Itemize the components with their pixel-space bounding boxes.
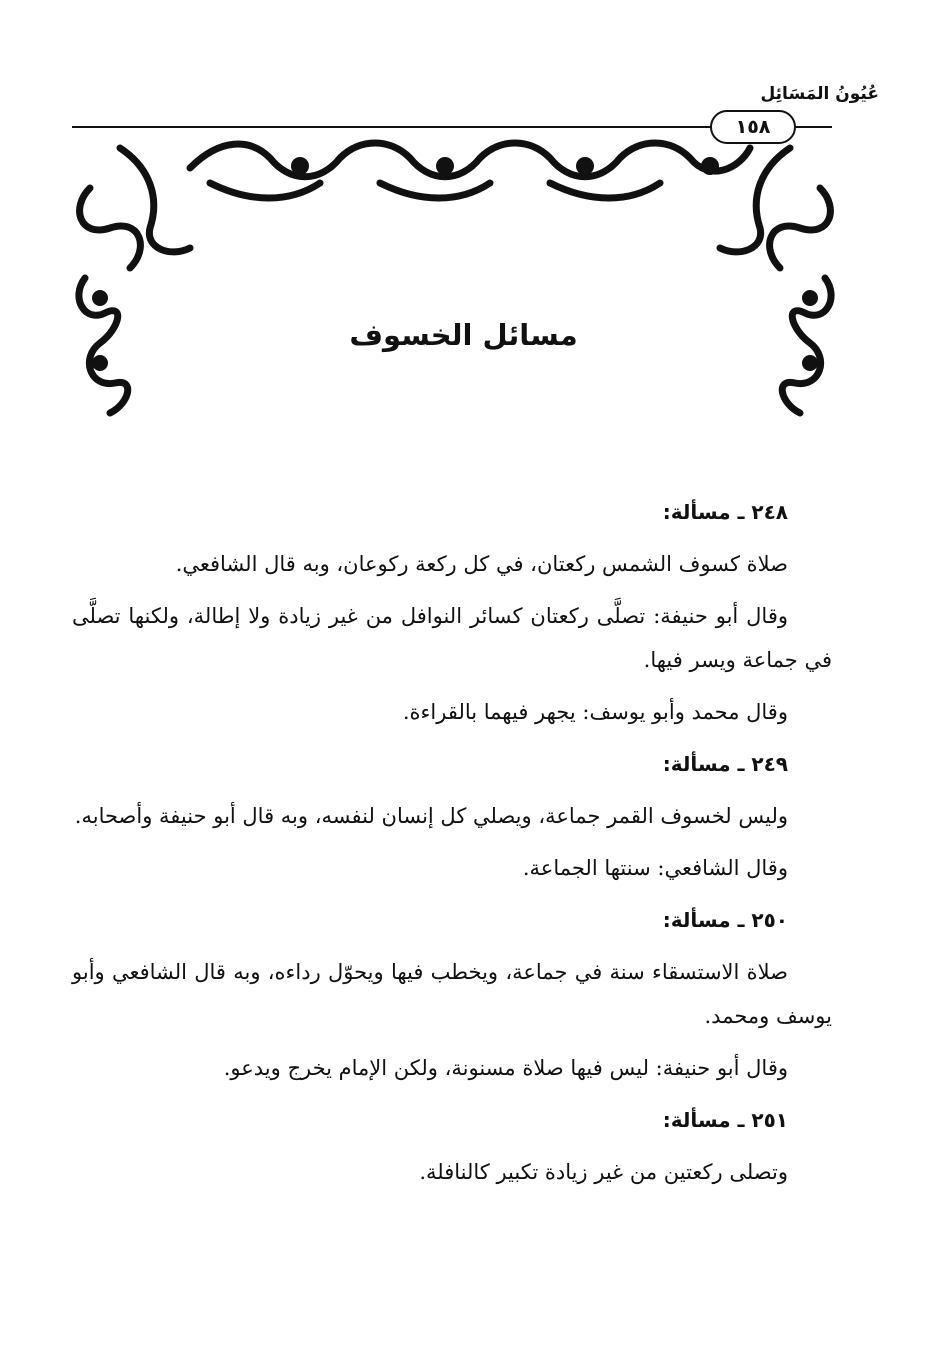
chapter-title: مسائل الخسوف <box>349 318 578 352</box>
paragraph: وقال الشافعي: سنتها الجماعة. <box>522 856 788 880</box>
main-content <box>72 490 832 1202</box>
issue-heading: ٢٥٠ ـ مسألة: <box>662 908 788 932</box>
page-number: ١٥٨ <box>710 110 796 144</box>
paragraph: صلاة الاستسقاء سنة في جماعة، ويخطب فيها ويحوّل رداءه، وبه قال الشافعي وأبو يوسف ومحمد. <box>72 960 832 1028</box>
paragraph: صلاة كسوف الشمس ركعتان، في كل ركعة ركوعان، وبه قال الشافعي. <box>175 552 788 576</box>
paragraph: وتصلى ركعتين من غير زيادة تكبير كالنافلة. <box>419 1160 788 1184</box>
issue-section <box>72 490 832 734</box>
ornament-left-corner <box>80 148 190 268</box>
ornament-top-band <box>190 143 750 177</box>
paragraph: وقال أبو حنيفة: ليس فيها صلاة مسنونة، ولكن الإمام يخرج ويدعو. <box>223 1056 788 1080</box>
ornamental-frame <box>60 128 850 418</box>
paragraph: وقال أبو حنيفة: تصلَّى ركعتان كسائر النوافل من غير زيادة ولا إطالة، ولكنها تصلَّى في جماعة ويسر فيها. <box>72 604 832 672</box>
issue-section <box>72 898 832 1090</box>
issue-heading: ٢٤٩ ـ مسألة: <box>662 752 788 776</box>
issue-heading: ٢٥١ ـ مسألة: <box>662 1108 788 1132</box>
paragraph: وليس لخسوف القمر جماعة، ويصلي كل إنسان لنفسه، وبه قال أبو حنيفة وأصحابه. <box>74 804 788 828</box>
paragraph: وقال محمد وأبو يوسف: يجهر فيهما بالقراءة. <box>402 700 788 724</box>
issue-heading: ٢٤٨ ـ مسألة: <box>662 500 788 524</box>
running-title: عُيُونُ المَسَائِل <box>760 84 879 104</box>
issue-section <box>72 742 832 890</box>
issue-section <box>72 1098 832 1194</box>
